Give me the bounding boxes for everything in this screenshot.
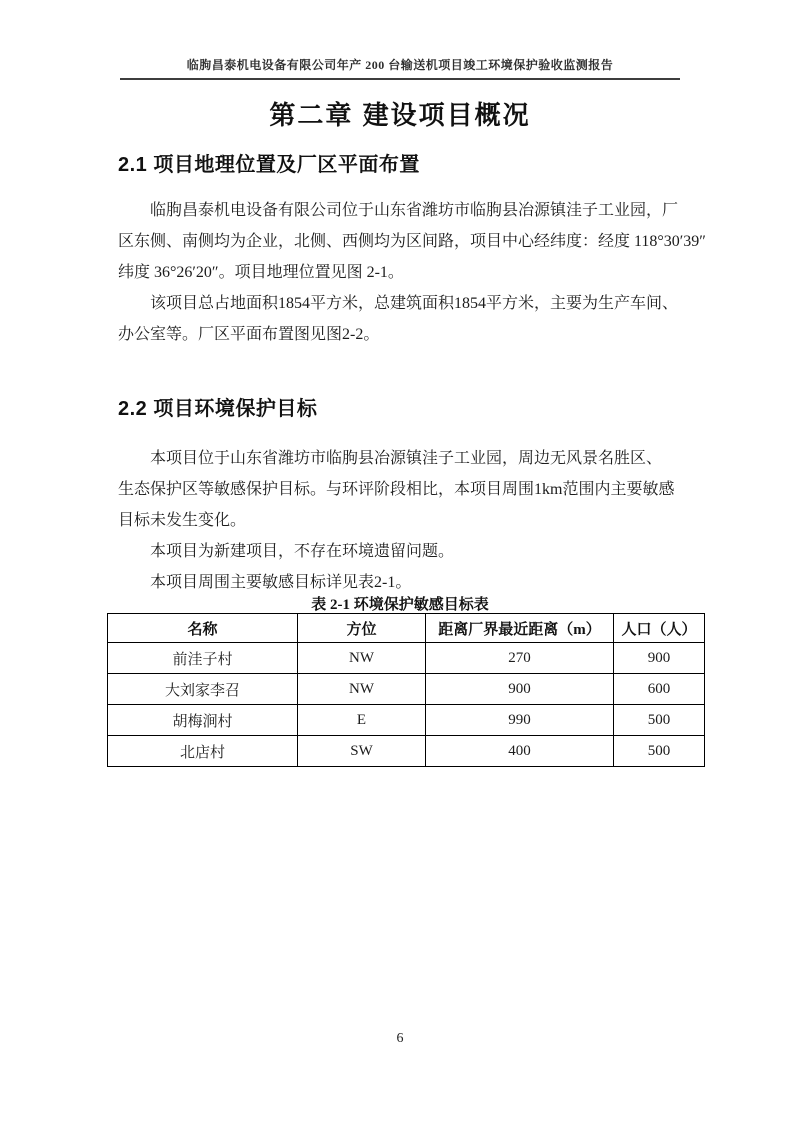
table-body xyxy=(108,643,705,767)
cell-population: 900 xyxy=(614,643,705,674)
sensitive-targets-table xyxy=(107,613,705,767)
cell-population: 500 xyxy=(614,705,705,736)
page-number: 6 xyxy=(396,1031,404,1046)
report-header xyxy=(120,58,680,80)
section-2-2-heading: 2.2 项目环境保护目标 xyxy=(118,398,318,420)
cell-population: 500 xyxy=(614,736,705,767)
cell-direction: E xyxy=(298,705,426,736)
cell-distance: 900 xyxy=(426,674,614,705)
table-row xyxy=(108,736,705,767)
cell-direction: NW xyxy=(298,674,426,705)
table-row xyxy=(108,705,705,736)
page-footer xyxy=(104,1029,696,1047)
table-header-cell: 名称 xyxy=(108,614,298,643)
paragraph xyxy=(118,195,706,288)
paragraph-line: 本项目位于山东省潍坊市临朐县冶源镇洼子工业园，周边无风景名胜区、 xyxy=(150,450,663,467)
cell-name: 前洼子村 xyxy=(108,643,298,674)
paragraph xyxy=(118,288,682,350)
paragraph xyxy=(118,536,682,567)
cell-direction: SW xyxy=(298,736,426,767)
paragraph-line: 临朐昌泰机电设备有限公司位于山东省潍坊市临朐县冶源镇洼子工业园，厂 xyxy=(150,202,679,219)
paragraph-line: 纬度 36°26′20″。项目地理位置见图 2-1。 xyxy=(118,264,404,281)
paragraph xyxy=(118,567,682,598)
chapter-title: 第二章 建设项目概况 xyxy=(269,100,531,130)
cell-name: 大刘家李召 xyxy=(108,674,298,705)
paragraph-line: 本项目为新建项目，不存在环境遗留问题。 xyxy=(150,543,455,560)
paragraph xyxy=(118,443,682,536)
paragraph-line: 本项目周围主要敏感目标详见表2-1。 xyxy=(150,574,412,591)
paragraph-line: 办公室等。厂区平面布置图见图2-2。 xyxy=(118,326,380,343)
table-header xyxy=(108,614,705,643)
table-row xyxy=(108,674,705,705)
paragraph-line: 目标未发生变化。 xyxy=(118,512,247,529)
section-2-2-paragraphs xyxy=(118,443,682,598)
paragraph-line: 该项目总占地面积1854平方米，总建筑面积1854平方米，主要为生产车间、 xyxy=(150,295,679,312)
cell-distance: 990 xyxy=(426,705,614,736)
section-2-1-paragraphs xyxy=(118,195,706,350)
section-2-1 xyxy=(104,153,706,350)
paragraph-line: 区东侧、南侧均为企业，北侧、西侧均为区间路，项目中心经纬度：经度 118°30′39″ xyxy=(118,233,706,250)
cell-name: 北店村 xyxy=(108,736,298,767)
table-caption: 表 2-1 环境保护敏感目标表 xyxy=(311,597,489,613)
section-2-2 xyxy=(104,397,696,598)
table-header-row xyxy=(108,614,705,643)
cell-distance: 270 xyxy=(426,643,614,674)
cell-distance: 400 xyxy=(426,736,614,767)
paragraph-line: 生态保护区等敏感保护目标。与环评阶段相比，本项目周围1km范围内主要敏感 xyxy=(118,481,675,498)
table-header-cell: 方位 xyxy=(298,614,426,643)
cell-population: 600 xyxy=(614,674,705,705)
cell-direction: NW xyxy=(298,643,426,674)
section-2-1-heading: 2.1 项目地理位置及厂区平面布置 xyxy=(118,154,420,176)
report-header-title: 临朐昌泰机电设备有限公司年产 200 台输送机项目竣工环境保护验收监测报告 xyxy=(186,58,614,72)
table-header-cell: 距离厂界最近距离（m） xyxy=(426,614,614,643)
cell-name: 胡梅涧村 xyxy=(108,705,298,736)
table-row xyxy=(108,643,705,674)
table-header-cell: 人口（人） xyxy=(614,614,705,643)
